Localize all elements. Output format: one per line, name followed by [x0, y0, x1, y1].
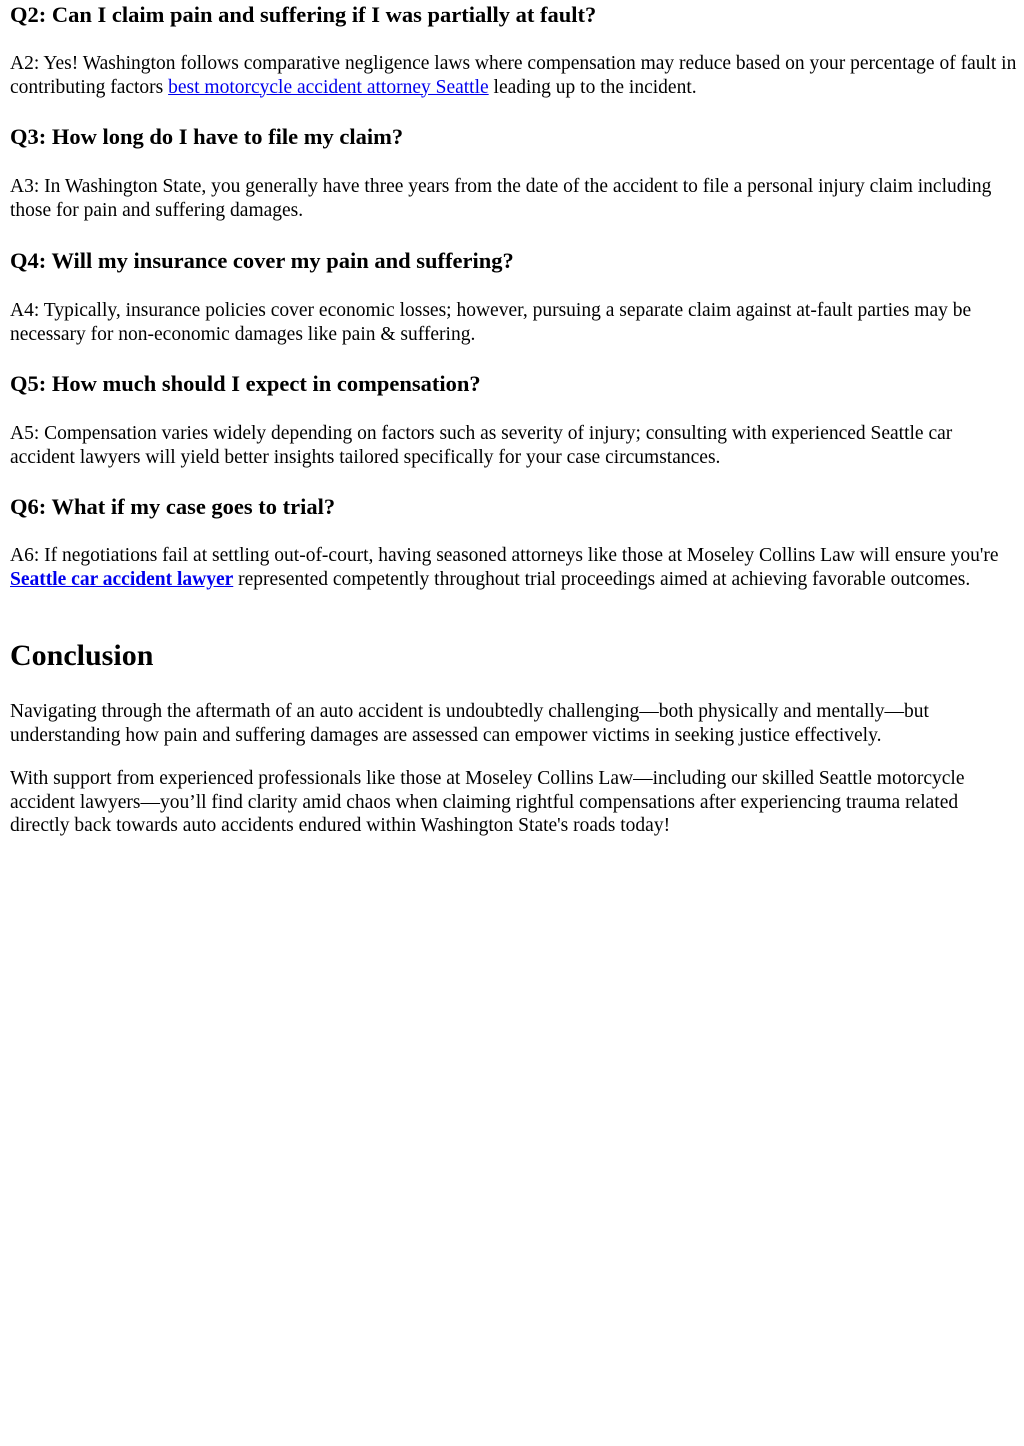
conclusion-paragraph: Navigating through the aftermath of an auto accident is undoubtedly challenging—both physically and mentally—but understanding how pain and suffering damages are assessed can empower victims in seeking justice effectively.	[10, 701, 929, 746]
answer-text: A2: Yes! Washington follows comparative negligence laws where compensation may reduce based on your percentage of fault in contributing factors	[10, 53, 1017, 98]
faq-question-q4: Q4: Will my insurance cover my pain and suffering?	[10, 248, 514, 273]
faq-answer-a6	[10, 544, 1010, 591]
faq-question-q3: Q3: How long do I have to file my claim?	[10, 124, 404, 149]
faq-question-q6: Q6: What if my case goes to trial?	[10, 494, 336, 519]
answer-text: A6: If negotiations fail at settling out-of-court, having seasoned attorneys like those at Moseley Collins Law will ensure you're	[10, 545, 999, 566]
seattle-car-accident-lawyer-link[interactable]: Seattle car accident lawyer	[10, 568, 234, 590]
faq-answer-a3: A3: In Washington State, you generally have three years from the date of the accident to file a personal injury claim including those for pain and suffering damages.	[10, 176, 992, 221]
faq-answer-a2	[10, 52, 1020, 99]
answer-text: leading up to the incident.	[488, 76, 697, 98]
conclusion-paragraph: With support from experienced professionals like those at Moseley Collins Law—including our skilled Seattle motorcycle accident lawyers—you’ll find clarity amid chaos when claiming rightful compensations after experiencing trauma related directly back towards auto accidents endured within Washington State's roads today!	[10, 768, 965, 836]
faq-answer-a5: A5: Compensation varies widely depending on factors such as severity of injury; consulting with experienced Seattle car accident lawyers will yield better insights tailored specifically for your case circumstances.	[10, 423, 953, 468]
faq-answer-a4: A4: Typically, insurance policies cover economic losses; however, pursuing a separate claim against at-fault parties may be necessary for non-economic damages like pain & suffering.	[10, 300, 972, 345]
answer-text: represented competently throughout trial proceedings aimed at achieving favorable outcomes.	[233, 568, 971, 590]
conclusion-heading: Conclusion	[10, 639, 154, 672]
faq-question-q5: Q5: How much should I expect in compensation?	[10, 371, 481, 396]
best-motorcycle-accident-attorney-link[interactable]: best motorcycle accident attorney Seattle	[168, 76, 489, 98]
faq-question-q2: Q2: Can I claim pain and suffering if I was partially at fault?	[10, 2, 597, 27]
